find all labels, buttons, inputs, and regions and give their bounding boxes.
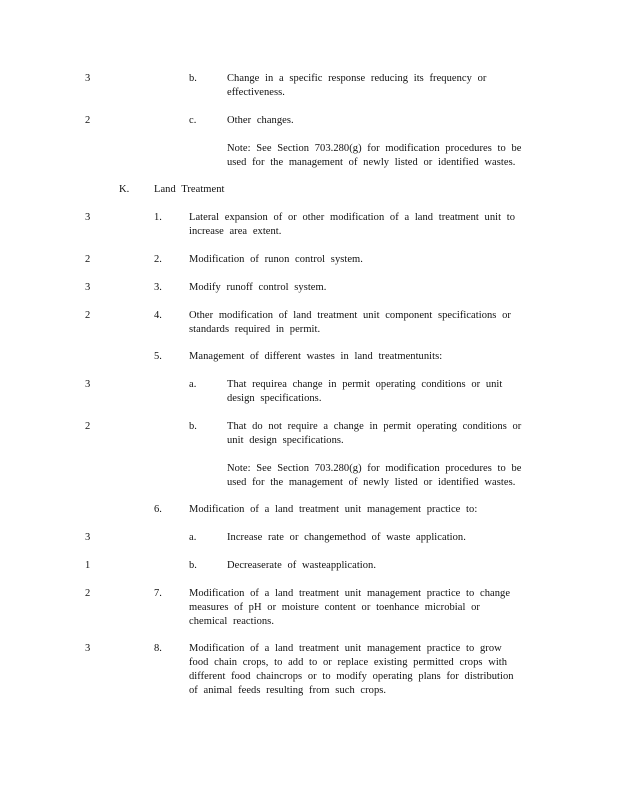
class-number: 2 [85,115,91,126]
item-marker: 1. [154,212,162,223]
item-marker: b. [189,560,197,571]
item-text: standards required in permit. [189,324,321,335]
item-marker: a. [189,532,197,543]
class-number: 3 [85,643,91,654]
item-text: food chain crops, to add to or replace existing permitted crops with [189,657,508,668]
item-marker: 8. [154,643,162,654]
item-marker: 6. [154,504,162,515]
item-text: Decreaserate of wasteapplication. [227,560,377,571]
item-marker: 7. [154,588,162,599]
item-text: effectiveness. [227,87,285,98]
class-number: 3 [85,379,91,390]
item-text: That do not require a change in permit operating conditions or [227,421,522,432]
item-text: measures of pH or moisture content or toenhance microbial or [189,602,480,613]
item-text: Other modification of land treatment unit component specifications or [189,310,511,321]
item-text: Modification of runon control system. [189,254,363,265]
class-number: 1 [85,560,91,571]
item-text: Modification of a land treatment unit management practice to: [189,504,478,515]
class-number: 3 [85,282,91,293]
item-text: Lateral expansion of or other modification of a land treatment unit to [189,212,516,223]
class-number: 2 [85,588,91,599]
class-number: 2 [85,254,91,265]
item-text: design specifications. [227,393,322,404]
item-marker: b. [189,421,197,432]
item-text: Management of different wastes in land treatmentunits: [189,351,443,362]
item-text: of animal feeds resulting from such crops. [189,685,387,696]
note-text: used for the management of newly listed or identified wastes. [227,157,516,168]
item-text: Modify runoff control system. [189,282,327,293]
class-number: 3 [85,73,91,84]
item-marker: 2. [154,254,162,265]
item-marker: b. [189,73,197,84]
item-text: chemical reactions. [189,616,274,627]
item-text: Change in a specific response reducing its frequency or [227,73,487,84]
class-number: 2 [85,421,91,432]
item-text: Modification of a land treatment unit management practice to grow [189,643,502,654]
item-text: Other changes. [227,115,294,126]
note-text: used for the management of newly listed or identified wastes. [227,477,516,488]
item-text: unit design specifications. [227,435,344,446]
item-text: increase area extent. [189,226,282,237]
item-marker: 5. [154,351,162,362]
item-marker: 3. [154,282,162,293]
item-text: Modification of a land treatment unit management practice to change [189,588,511,599]
section-title: Land Treatment [154,184,225,195]
class-number: 2 [85,310,91,321]
item-text: different food chaincrops or to modify operating plans for distribution [189,671,514,682]
section-marker: K. [119,184,130,195]
item-marker: 4. [154,310,162,321]
item-marker: c. [189,115,197,126]
note-text: Note: See Section 703.280(g) for modification procedures to be [227,463,522,474]
class-number: 3 [85,212,91,223]
note-text: Note: See Section 703.280(g) for modification procedures to be [227,143,522,154]
item-text: Increase rate or changemethod of waste application. [227,532,466,543]
item-text: That requirea change in permit operating conditions or unit [227,379,503,390]
item-marker: a. [189,379,197,390]
class-number: 3 [85,532,91,543]
